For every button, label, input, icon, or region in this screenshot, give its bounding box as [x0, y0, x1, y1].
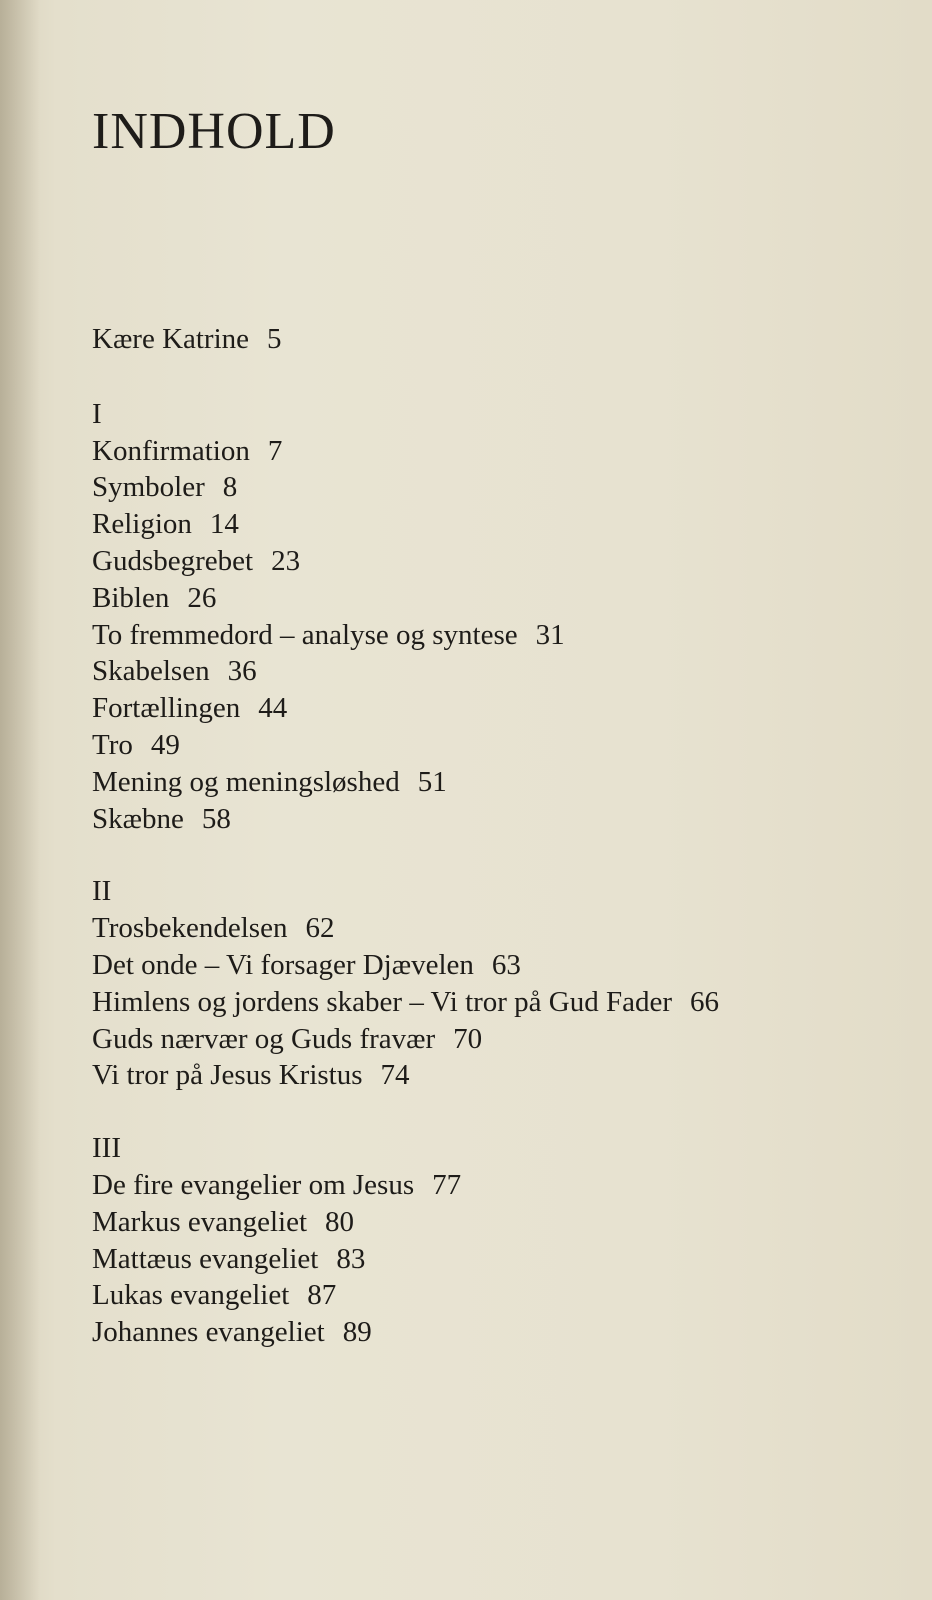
- toc-entry-title: Gudsbegrebet: [92, 544, 254, 577]
- toc-entry-title: Vi tror på Jesus Kristus: [92, 1059, 363, 1092]
- toc-entry-page: 58: [201, 802, 231, 835]
- section-label: II: [92, 875, 112, 908]
- toc-entry-title: Mening og meningsløshed: [92, 765, 400, 798]
- toc-entry-page: 36: [227, 655, 257, 688]
- toc-entry: [92, 469, 719, 506]
- toc-entry-title: Kære Katrine: [92, 323, 250, 355]
- toc-entry-title: Det onde – Vi forsager Djævelen: [92, 948, 474, 981]
- toc-entry-title: Symboler: [92, 471, 205, 504]
- toc-entry-page: 51: [417, 765, 447, 798]
- toc-entry: [92, 1314, 719, 1351]
- toc-entry-page: 80: [325, 1205, 355, 1238]
- toc-entry-title: Fortællingen: [92, 692, 241, 725]
- toc-entry: [92, 1277, 719, 1314]
- toc-entry: [92, 1021, 719, 1058]
- toc-entry: [92, 653, 719, 690]
- toc-entry: [92, 580, 719, 617]
- toc-entry-page: 89: [342, 1316, 372, 1349]
- toc-entry-title: Guds nærvær og Guds fravær: [92, 1022, 436, 1055]
- toc-entry-page: 7: [267, 434, 283, 467]
- toc-entry-page: 8: [222, 471, 238, 504]
- toc-entry-page: 77: [432, 1168, 462, 1201]
- toc-entry-title: To fremmedord – analyse og syntese: [92, 618, 518, 651]
- toc-entry-title: Himlens og jordens skaber – Vi tror på Gud Fader: [92, 985, 673, 1018]
- toc-entry-title: Konfirmation: [92, 434, 250, 467]
- toc-entry-page: 5: [267, 323, 282, 355]
- toc-entry: [92, 690, 719, 727]
- toc-entry: [92, 1204, 719, 1241]
- toc-entry: [92, 433, 719, 470]
- toc-entry-title: Johannes evangeliet: [92, 1316, 325, 1349]
- toc-entry: [92, 764, 719, 801]
- toc-entry-title: Tro: [92, 728, 133, 761]
- toc-entry-title: Skæbne: [92, 802, 184, 835]
- toc-sections: [92, 396, 719, 1351]
- toc-entry-page: 14: [209, 508, 239, 541]
- toc-entry-title: Markus evangeliet: [92, 1205, 308, 1238]
- toc-entry-page: 26: [187, 581, 217, 614]
- toc-entry-title: Religion: [92, 508, 192, 541]
- toc-entry-title: Lukas evangeliet: [92, 1279, 290, 1312]
- toc-entry-page: 74: [380, 1059, 410, 1092]
- toc-entry-title: De fire evangelier om Jesus: [92, 1168, 415, 1201]
- toc-entry-page: 31: [535, 618, 565, 651]
- toc-entry-page: 70: [453, 1022, 483, 1055]
- toc-entry-page: 49: [150, 728, 180, 761]
- toc-entry: [92, 910, 719, 947]
- toc-entry-title: Biblen: [92, 581, 170, 614]
- toc-entry: [92, 1167, 719, 1204]
- toc-entry-page: 83: [336, 1242, 366, 1275]
- toc-entry-title: Trosbekendelsen: [92, 912, 288, 945]
- toc-entry-page: 44: [258, 692, 288, 725]
- toc-entry: [92, 984, 719, 1021]
- toc-entry-page: 23: [271, 544, 301, 577]
- toc-entry-page: 62: [305, 912, 335, 945]
- toc-entry: [92, 947, 719, 984]
- toc-entry-page: 63: [491, 948, 521, 981]
- section-label: I: [92, 397, 102, 430]
- toc-entry: [92, 506, 719, 543]
- toc-entry: [92, 321, 719, 358]
- page-gutter-shadow: [0, 0, 40, 1600]
- toc-entry-title: Skabelsen: [92, 655, 210, 688]
- table-of-contents: [92, 321, 719, 1351]
- toc-entry-title: Mattæus evangeliet: [92, 1242, 319, 1275]
- toc-entry-page: 87: [307, 1279, 337, 1312]
- toc-entry: [92, 617, 719, 654]
- toc-entry: [92, 1057, 719, 1094]
- toc-entry: [92, 801, 719, 838]
- toc-entry: [92, 727, 719, 764]
- toc-entry: [92, 543, 719, 580]
- toc-entry-page: 66: [690, 985, 720, 1018]
- page-title: INDHOLD: [92, 103, 336, 160]
- toc-entry: [92, 1241, 719, 1278]
- section-label: III: [92, 1132, 121, 1165]
